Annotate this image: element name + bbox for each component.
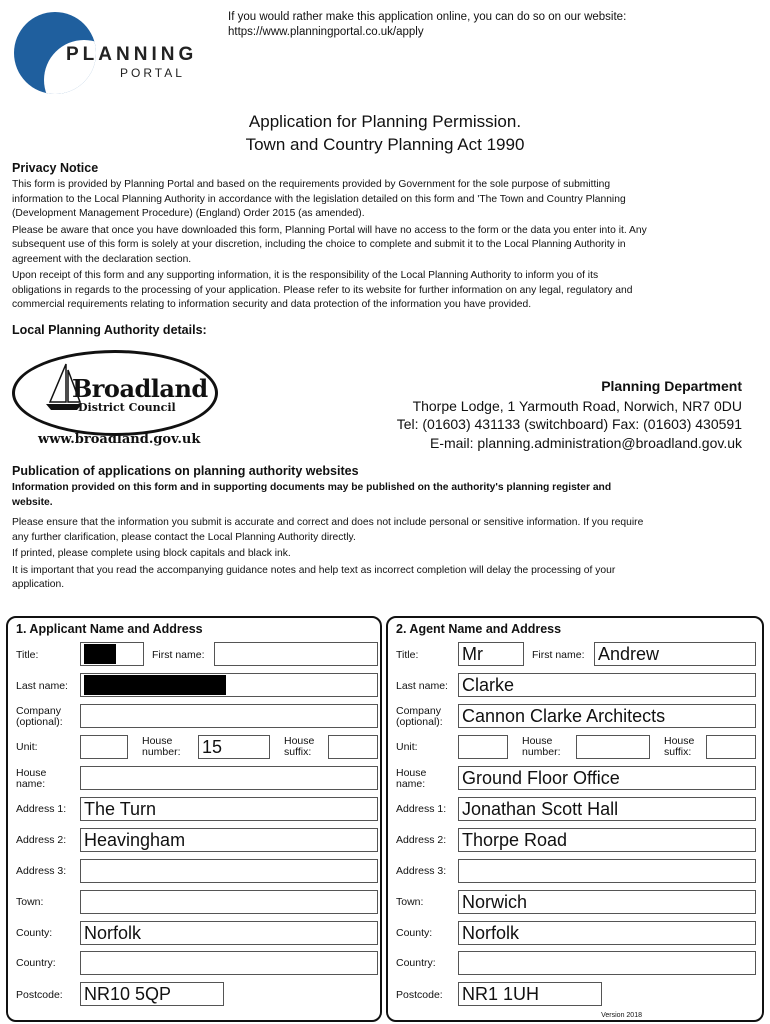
applicant-address2-field[interactable]: Heavingham [80, 828, 378, 852]
applicant-address1-field[interactable]: The Turn [80, 797, 378, 821]
version-label: Version 2018 [601, 1012, 642, 1019]
agent-postcode-field[interactable]: NR1 1UH [458, 982, 602, 1006]
lpa-heading: Local Planning Authority details: [12, 323, 207, 337]
agent-town-field[interactable]: Norwich [458, 890, 756, 914]
publication-text: Please ensure that the information you submit is accurate and correct and does not include personal or sensitive information. If you require any further clarification, please contact the Local Planning Authority directly. If printed, please complete using block capitals and black ink. It is important that you read the accompanying guidance notes and help text as incorrect completion will delay the processing of your application. [12, 517, 644, 590]
broadland-council: District Council [78, 401, 176, 414]
applicant-last-name-field[interactable] [80, 673, 378, 697]
lpa-email[interactable]: E-mail: planning.administration@broadland.gov.uk [429, 435, 742, 451]
applicant-unit-field[interactable] [80, 735, 128, 759]
agent-house-number-field[interactable] [576, 735, 650, 759]
agent-company-field[interactable]: Cannon Clarke Architects [458, 704, 756, 728]
form-title: Application for Planning Permission. [248, 112, 522, 131]
agent-county-field[interactable]: Norfolk [458, 921, 756, 945]
agent-panel: 2. Agent Name and Address Title: Mr First name: Andrew Last name: Clarke Company (optional): Cannon Clarke Architects Unit: House number: House suffix: House name: Ground Floor Office Address 1: Jonathan Scott Hall Address 2: Thorpe Road Address 3: Town: Norwich County: Norfolk Country: Postcode: NR1 1UH [386, 616, 764, 1022]
agent-address3-field[interactable] [458, 859, 756, 883]
applicant-postcode-field[interactable]: NR10 5QP [80, 982, 224, 1006]
lpa-tel: Tel: (01603) 431133 (switchboard) Fax: (01603) 430591 [396, 416, 742, 432]
agent-country-field[interactable] [458, 951, 756, 975]
lpa-address: Thorpe Lodge, 1 Yarmouth Road, Norwich, NR7 0DU [412, 398, 742, 414]
applicant-house-suffix-field[interactable] [328, 735, 378, 759]
applicant-address3-field[interactable] [80, 859, 378, 883]
agent-last-name-field[interactable]: Clarke [458, 673, 756, 697]
applicant-house-number-field[interactable]: 15 [198, 735, 270, 759]
broadland-website[interactable]: www.broadland.gov.uk [38, 432, 201, 447]
agent-heading: 2. Agent Name and Address [396, 622, 562, 636]
agent-address1-field[interactable]: Jonathan Scott Hall [458, 797, 756, 821]
applicant-heading: 1. Applicant Name and Address [16, 622, 203, 636]
applicant-town-field[interactable] [80, 890, 378, 914]
privacy-text: This form is provided by Planning Portal and based on the requirements provided by Government for the sole purpose of submitting information to the Local Planning Authority in accordance with the legislation detailed on this form and 'The Town and Country Planning (Development Management Procedure) (England) Order 2015 (as amended). Please be aware that once you have downloaded this form, Planning Portal will have no access to the form or the data you enter into it. Any subsequent use of this form is solely at your discretion, including the choice to complete and submit it to the Local Planning Authority in agreement with the declaration section. Upon receipt of this form and any supporting information, it is the responsibility of the Local Planning Authority to inform you of its obligations in regards to the processing of your application. Please refer to its website for further information on any legal, regulatory and commercial requirements relating to information security and data protection of the information you have provided. [12, 179, 647, 310]
applicant-county-field[interactable]: Norfolk [80, 921, 378, 945]
agent-house-suffix-field[interactable] [706, 735, 756, 759]
agent-address2-field[interactable]: Thorpe Road [458, 828, 756, 852]
privacy-heading: Privacy Notice [12, 161, 99, 175]
broadland-name: Broadland [72, 374, 208, 403]
planning-department: Planning Department [601, 378, 742, 394]
agent-first-name-field[interactable]: Andrew [594, 642, 756, 666]
applicant-title-field[interactable] [80, 642, 144, 666]
agent-unit-field[interactable] [458, 735, 508, 759]
publication-heading: Publication of applications on planning authority websites [12, 464, 359, 478]
applicant-first-name-field[interactable] [214, 642, 378, 666]
agent-title-field[interactable]: Mr [458, 642, 524, 666]
online-note: If you would rather make this application online, you can do so on our website: https://www.planningportal.co.uk/apply [228, 11, 627, 38]
applicant-company-field[interactable] [80, 704, 378, 728]
online-apply-link[interactable]: https://www.planningportal.co.uk/apply [228, 26, 424, 38]
form-subtitle: Town and Country Planning Act 1990 [245, 135, 525, 154]
publication-notice: Information provided on this form and in supporting documents may be published on the authority's planning register and website. [12, 482, 612, 508]
logo-subword: PORTAL [120, 66, 185, 80]
applicant-country-field[interactable] [80, 951, 378, 975]
applicant-panel: 1. Applicant Name and Address Title: First name: Last name: Company (optional): Unit: House number: 15 House suffix: House name: Address 1: The Turn Address 2: Heavingham Address 3: Town: County: Norfolk Country: Postcode: NR10 5QP [6, 616, 382, 1022]
applicant-house-name-field[interactable] [80, 766, 378, 790]
agent-house-name-field[interactable]: Ground Floor Office [458, 766, 756, 790]
logo-wordmark: PLANNING [66, 44, 198, 65]
